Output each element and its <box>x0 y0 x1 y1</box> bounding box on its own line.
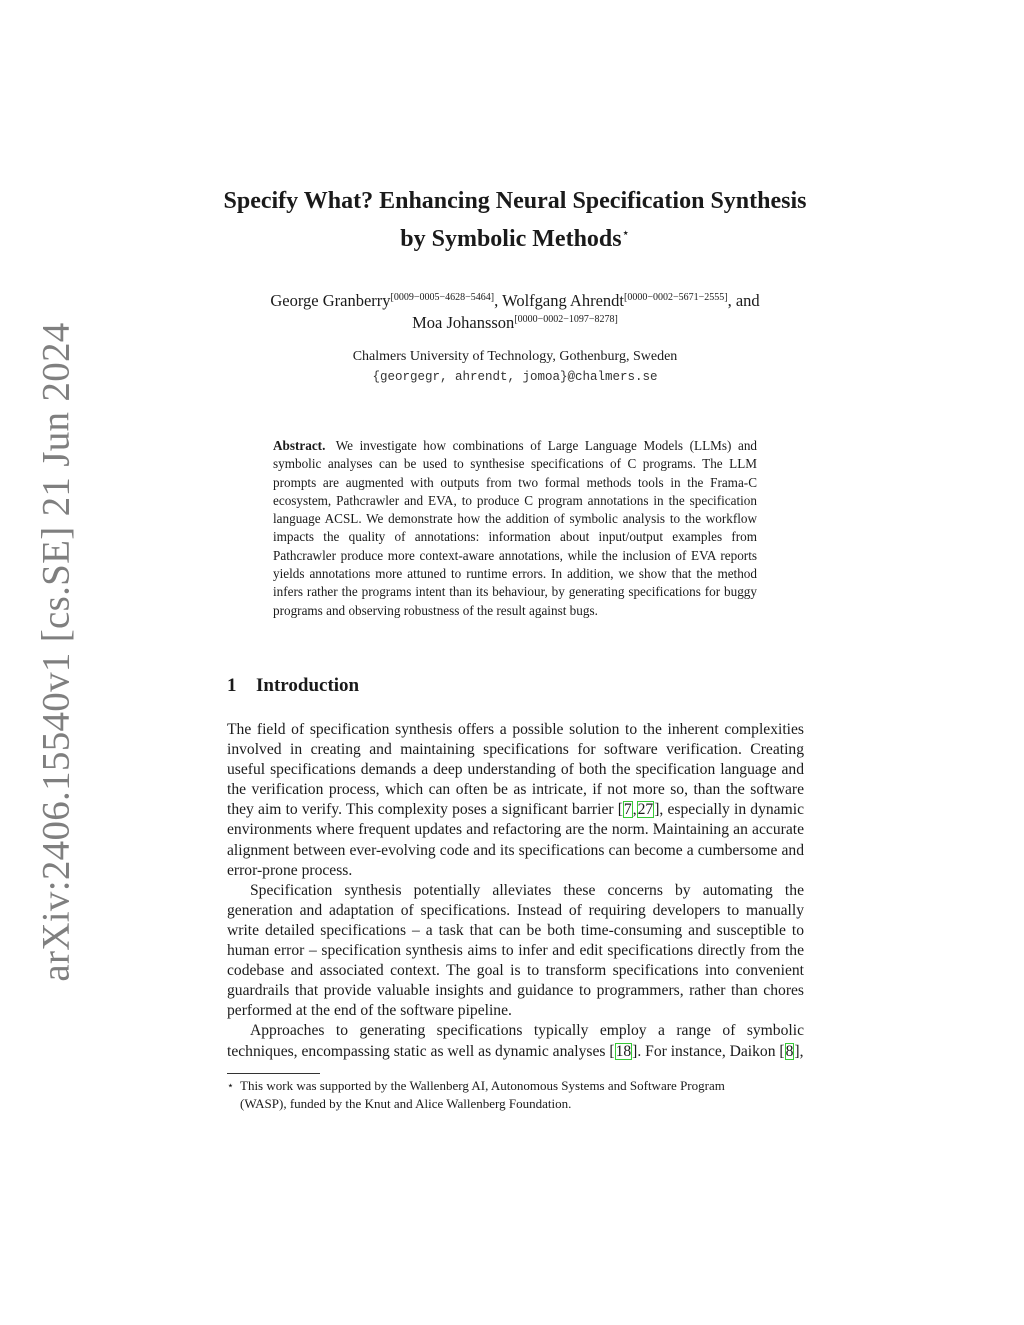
footnote-line-1 <box>227 1077 804 1095</box>
paragraph-text: The field of specification synthesis offers a possible solution to the inherent complexities involved in creating and maintaining specifications for software verification. Creating useful specifications demands a deep understanding of both the specification language and the verification process, which can often be as intricate, if not more so, than the software they aim to verify. This complexity poses a significant barrier [ <box>227 721 804 819</box>
body-text <box>227 720 804 1062</box>
author-emails: {georgegr, ahrendt, jomoa}@chalmers.se <box>372 370 658 384</box>
footnote-marker: ⋆ <box>227 1080 234 1092</box>
author-list <box>200 290 830 334</box>
title-line-1: Specify What? Enhancing Neural Specification Synthesis <box>223 188 807 214</box>
paragraph-1: The field of specification synthesis offers a possible solution to the inherent complexities involved in creating and maintaining specifications for software verification. Creating useful specifications demands a deep understanding of both the specification language and the verification process, which can often be as intricate, if not more so, than the software they aim to verify. This complexity poses a significant barrier [7,27], especially in dynamic environments where frequent updates and refactoring are the norm. Maintaining an accurate alignment between ever-evolving code and its specifications can become a cumbersome and error-prone process. <box>227 721 804 879</box>
citation-link[interactable]: 8 <box>785 1042 794 1060</box>
paragraph-text: ], especially in dynamic environments where frequent updates and refactoring are the norm. Maintaining an accurate alignment between ever-evolving code and its specifications can become a cumbersome and error-prone process. <box>227 801 804 879</box>
footnote-text: This work was supported by the Wallenberg AI, Autonomous Systems and Software Program <box>240 1078 725 1093</box>
author-orcid: [0009−0005−4628−5464] <box>390 292 495 303</box>
abstract <box>273 437 757 620</box>
title-line-2 <box>200 217 830 255</box>
author-orcid: [0000−0002−5671−2555] <box>624 292 728 303</box>
paragraph-3 <box>227 1021 804 1061</box>
arxiv-identifier: arXiv:2406.15540v1 [cs.SE] 21 Jun 2024 <box>34 322 78 982</box>
paragraph-text: ], <box>794 1042 804 1060</box>
abstract-label: Abstract. <box>273 438 326 453</box>
citation-link[interactable]: 7 <box>623 801 632 819</box>
affiliation: Chalmers University of Technology, Gothenburg, Sweden <box>352 349 678 364</box>
author-line-2 <box>200 312 830 334</box>
author-name: Wolfgang Ahrendt <box>502 291 624 310</box>
paragraph-2: Specification synthesis potentially alleviates these concerns by automating the generation and adaptation of specifications. Instead of requiring developers to manually write detailed specifications – a task that can be both time-consuming and susceptible to human error – specification synthesis aims to infer and edit specifications directly from the codebase and associated context. The goal is to transform specifications into convenient guardrails that provide valuable insights and guidance to programmers, rather than chores performed at the end of the software pipeline. <box>227 881 804 1020</box>
title-line-2-text: by Symbolic Methods <box>400 226 622 252</box>
author-separator: , and <box>727 291 760 310</box>
section-heading <box>227 675 359 697</box>
affiliation-block <box>200 347 830 387</box>
section-number: 1 <box>227 675 237 696</box>
author-separator: , <box>494 291 503 310</box>
paragraph-text: Approaches to generating specifications typically employ a range of symbolic techniques, encompassing static as well as dynamic analyses [ <box>227 1022 804 1060</box>
citation-link[interactable]: 27 <box>637 801 654 819</box>
author-orcid: [0000−0002−1097−8278] <box>514 314 618 325</box>
paper-title <box>200 186 830 255</box>
footnote-line-2: (WASP), funded by the Knut and Alice Wallenberg Foundation. <box>240 1096 572 1111</box>
footnote-rule <box>227 1073 320 1074</box>
author-line-1 <box>200 290 830 312</box>
footnote <box>227 1077 804 1113</box>
author-name: George Granberry <box>270 291 391 310</box>
citation-link[interactable]: 18 <box>615 1042 632 1060</box>
author-name: Moa Johansson <box>412 313 515 332</box>
abstract-text: We investigate how combinations of Large Language Models (LLMs) and symbolic analyses can be used to synthesise specifications of C programs. The LLM prompts are augmented with outputs from two formal methods tools in the Frama-C ecosystem, Pathcrawler and EVA, to produce C program annotations in the specification language ACSL. We demonstrate how the addition of symbolic analysis to the workflow impacts the quality of annotations: information about input/output examples from Pathcrawler produce more context-aware annotations, while the inclusion of EVA reports yields annotations more attuned to runtime errors. In addition, we show that the method infers rather the programs intent than its behaviour, by generating specifications for buggy programs and observing robustness of the result against bugs. <box>273 438 758 618</box>
title-footnote-marker: ⋆ <box>621 225 630 240</box>
section-title: Introduction <box>256 675 360 696</box>
paragraph-text: ]. For instance, Daikon [ <box>632 1042 785 1060</box>
